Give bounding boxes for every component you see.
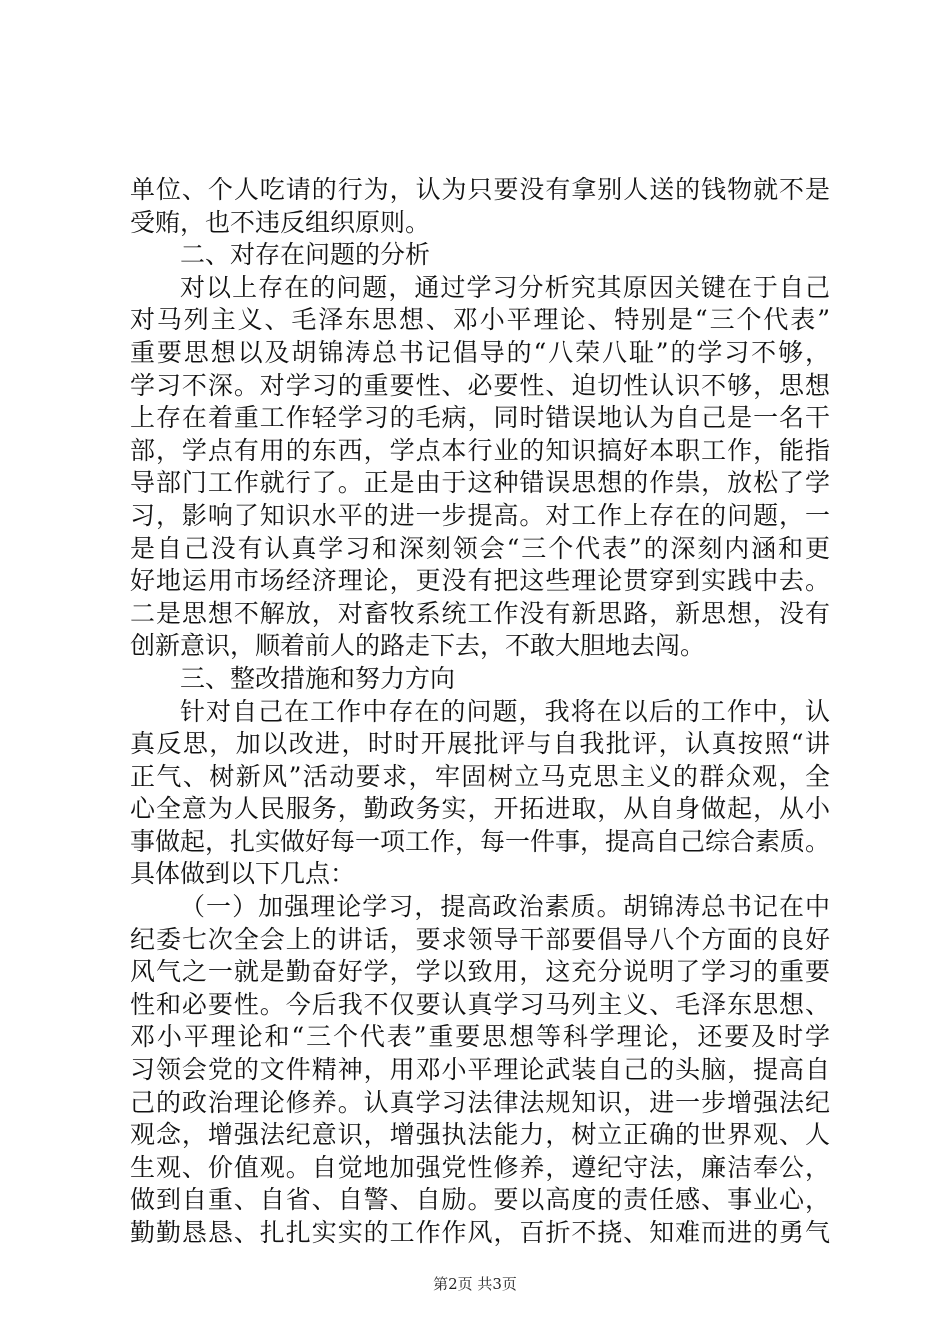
text-line: 受贿，也不违反组织原则。 (130, 207, 431, 237)
text-line: 邓小平理论和“三个代表”重要思想等科学理论，还要及时学 (130, 1022, 830, 1052)
text-line: 事做起，扎实做好每一项工作，每一件事，提高自己综合素质。 (130, 826, 831, 856)
section-heading: 三、整改措施和努力方向 (180, 663, 456, 693)
page-footer: 第2页 共3页 (433, 1275, 517, 1293)
text-line: 生观、价值观。自觉地加强党性修养，遵纪守法，廉洁奉公， (130, 1152, 830, 1182)
text-line: 习，影响了知识水平的进一步提高。对工作上存在的问题，一 (130, 500, 830, 530)
text-line: 学习不深。对学习的重要性、必要性、迫切性认识不够，思想 (130, 370, 830, 400)
text-line: 是自己没有认真学习和深刻领会“三个代表”的深刻内涵和更 (130, 533, 830, 563)
text-line: 具体做到以下几点： (130, 859, 356, 889)
text-line: 真反思，加以改进，时时开展批评与自我批评，认真按照“讲 (130, 729, 830, 759)
text-line: 上存在着重工作轻学习的毛病，同时错误地认为自己是一名干 (130, 403, 830, 433)
document-body (130, 174, 830, 1250)
text-line: 部，学点有用的东西，学点本行业的知识搞好本职工作，能指 (130, 435, 830, 465)
text-line: 习领会党的文件精神，用邓小平理论武装自己的头脑，提高自 (130, 1055, 830, 1085)
text-line: 二是思想不解放，对畜牧系统工作没有新思路，新思想，没有 (130, 598, 830, 628)
text-line: 勤勤恳恳、扎扎实实的工作作风，百折不挠、知难而进的勇气 (130, 1218, 830, 1247)
section-heading: 二、对存在问题的分析 (180, 240, 431, 270)
text-line: 己的政治理论修养。认真学习法律法规知识，进一步增强法纪 (130, 1087, 830, 1117)
text-line: 导部门工作就行了。正是由于这种错误思想的作祟，放松了学 (130, 468, 830, 498)
text-line: 纪委七次全会上的讲话，要求领导干部要倡导八个方面的良好 (130, 924, 830, 954)
text-line: 对马列主义、毛泽东思想、邓小平理论、特别是“三个代表” (130, 305, 830, 335)
text-line: 性和必要性。今后我不仅要认真学习马列主义、毛泽东思想、 (130, 989, 830, 1019)
text-line: 心全意为人民服务，勤政务实，开拓进取，从自身做起，从小 (130, 794, 830, 824)
text-line: （一）加强理论学习，提高政治素质。胡锦涛总书记在中 (180, 892, 830, 922)
text-line: 风气之一就是勤奋好学，学以致用，这充分说明了学习的重要 (130, 957, 830, 987)
text-line: 观念，增强法纪意识，增强执法能力，树立正确的世界观、人 (130, 1120, 830, 1150)
text-line: 做到自重、自省、自警、自励。要以高度的责任感、事业心， (130, 1185, 830, 1215)
text-line: 创新意识，顺着前人的路走下去，不敢大胆地去闯。 (130, 631, 706, 661)
text-line: 对以上存在的问题，通过学习分析究其原因关键在于自己 (180, 272, 830, 302)
text-line: 针对自己在工作中存在的问题，我将在以后的工作中，认 (180, 696, 830, 726)
text-line: 好地运用市场经济理论，更没有把这些理论贯穿到实践中去。 (130, 566, 830, 596)
text-line: 重要思想以及胡锦涛总书记倡导的“八荣八耻”的学习不够， (130, 337, 830, 367)
text-line: 正气、树新风”活动要求，牢固树立马克思主义的群众观，全 (130, 761, 830, 791)
text-line: 单位、个人吃请的行为，认为只要没有拿别人送的钱物就不是 (130, 175, 830, 204)
